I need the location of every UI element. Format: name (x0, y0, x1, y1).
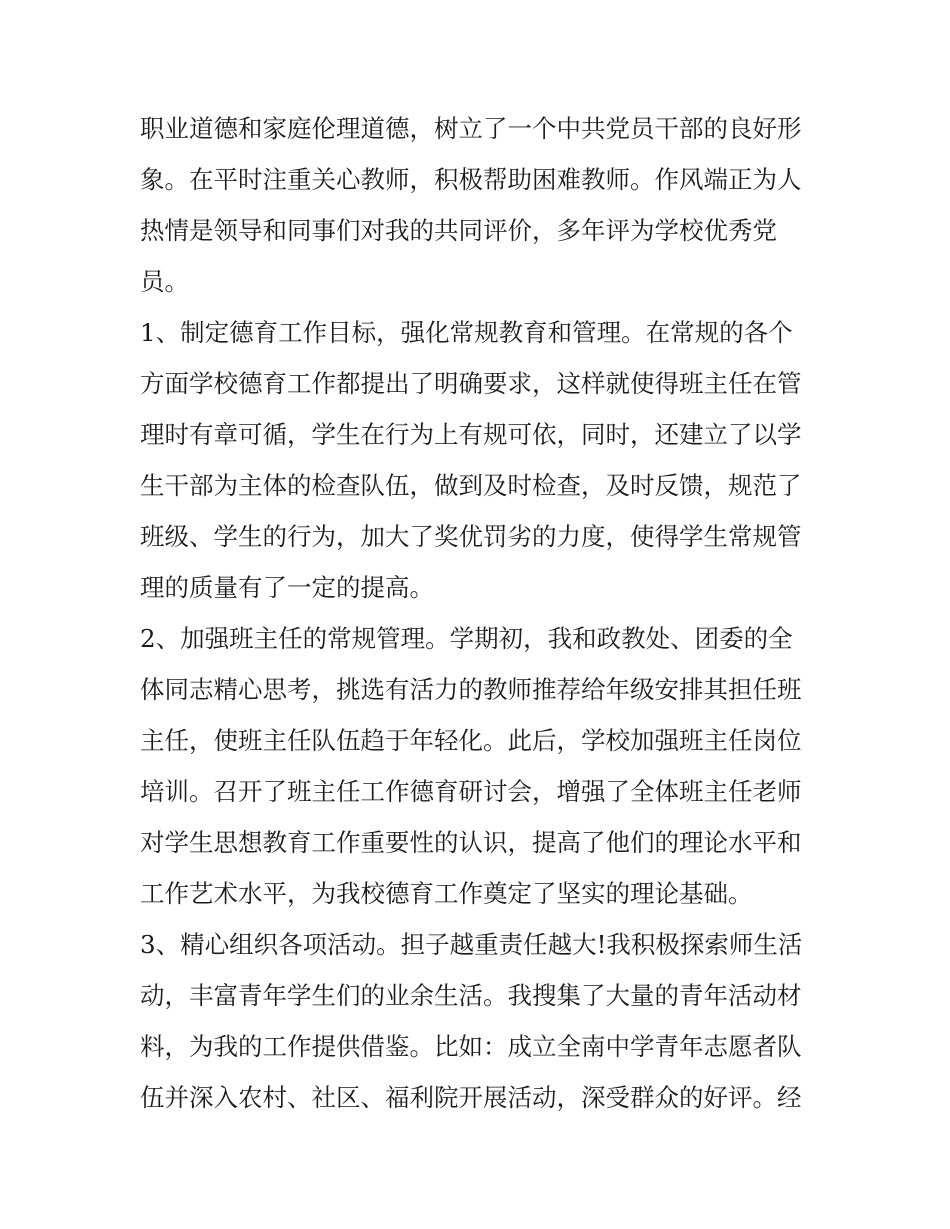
text-line: 班级、学生的行为，加大了奖优罚劣的力度，使得学生常规管 (140, 522, 802, 551)
text-line: 方面学校德育工作都提出了明确要求，这样就使得班主任在管 (140, 369, 802, 398)
text-line: 1、制定德育工作目标，强化常规教育和管理。在常规的各个 (140, 318, 793, 347)
text-line: 员。 (140, 267, 189, 296)
text-line: 主任，使班主任队伍趋于年轻化。此后，学校加强班主任岗位 (140, 726, 802, 755)
body-text (140, 103, 830, 1123)
text-line: 工作艺术水平，为我校德育工作奠定了坚实的理论基础。 (140, 879, 753, 908)
text-line: 理时有章可循，学生在行为上有规可依，同时，还建立了以学 (140, 420, 802, 449)
text-line: 3、精心组织各项活动。担子越重责任越大!我积极探索师生活 (140, 930, 803, 959)
text-line: 体同志精心思考，挑选有活力的教师推荐给年级安排其担任班 (140, 675, 802, 704)
text-line: 动，丰富青年学生们的业余生活。我搜集了大量的青年活动材 (140, 981, 802, 1010)
text-line: 料，为我的工作提供借鉴。比如：成立全南中学青年志愿者队 (140, 1032, 802, 1061)
text-line: 热情是领导和同事们对我的共同评价，多年评为学校优秀党 (140, 216, 777, 245)
text-line: 职业道德和家庭伦理道德，树立了一个中共党员干部的良好形 (140, 114, 802, 143)
text-line: 对学生思想教育工作重要性的认识，提高了他们的理论水平和 (140, 828, 802, 857)
text-line: 培训。召开了班主任工作德育研讨会，增强了全体班主任老师 (140, 777, 802, 806)
text-line: 象。在平时注重关心教师，积极帮助困难教师。作风端正为人 (140, 165, 802, 194)
text-line: 理的质量有了一定的提高。 (140, 573, 434, 602)
text-line: 2、加强班主任的常规管理。学期初，我和政教处、团委的全 (140, 624, 793, 653)
text-line: 生干部为主体的检查队伍，做到及时检查，及时反馈，规范了 (140, 471, 802, 500)
text-line: 伍并深入农村、社区、福利院开展活动，深受群众的好评。经 (140, 1083, 802, 1112)
